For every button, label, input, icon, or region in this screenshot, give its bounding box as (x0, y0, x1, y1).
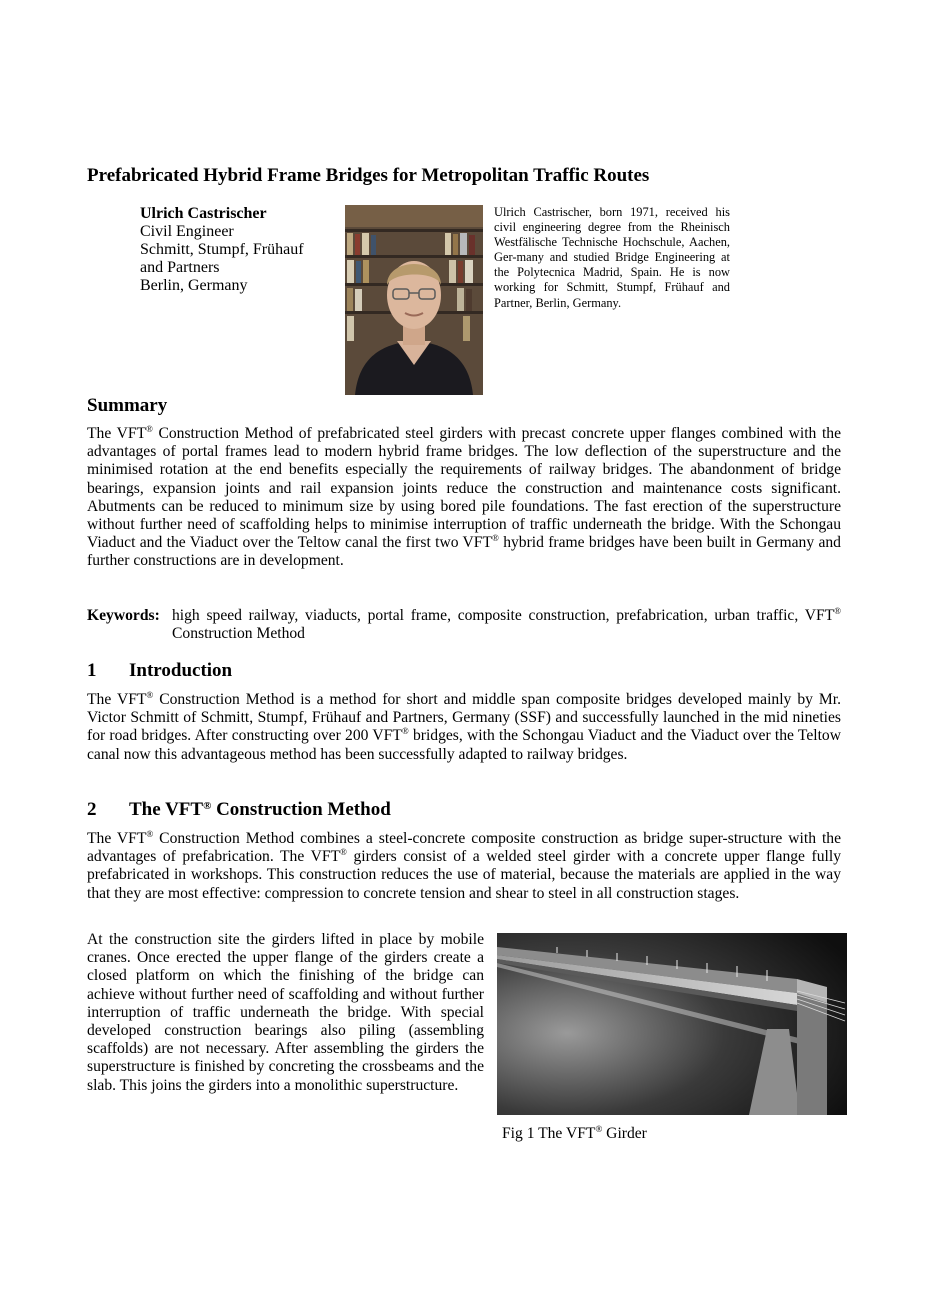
author-bio: Ulrich Castrischer, born 1971, received his civil engineering degree from the Rheinisch Westfälische Technische Hochschule, Aachen, Ger-many and studied Bridge Engineering at the Polytecnica Madrid, Spain. He is now working for Schmitt, Stumpf, Frühauf and Partner, Berlin, Germany. (494, 205, 730, 310)
introduction-paragraph: The VFT® Construction Method is a method for short and middle span composite bridges developed mainly by Mr. Victor Schmitt of Schmitt, Stumpf, Frühauf and Partners, Germany (SSF) and successfully launched in the mid nineties for road bridges. After constructing over 200 VFT® bridges, with the Schongau Viaduct and the Viaduct over the Teltow canal now this advantageous method has been successfully adapted to railway bridges. (87, 690, 841, 763)
author-photo (345, 205, 483, 395)
method-paragraph-2: At the construction site the girders lifted in place by mobile cranes. Once erected the upper flange of the girders create a closed platform on which the finishing of the bridge can achieve without further need of scaffolding and without further interruption of traffic underneath the bridge. With special developed construction bearings also piling (assembling scaffolds) are not necessary. After assembling the girders the superstructure is finished by concreting the crossbeams and the slab. This joins the girders into a monolithic superstructure. (87, 931, 484, 1094)
keywords-label: Keywords: (87, 607, 160, 624)
registered-mark: ® (401, 726, 409, 737)
keywords-text: high speed railway, viaducts, portal frame, composite construction, prefabrication, urban traffic, VFT® Construction Method (172, 606, 841, 643)
section-number: 1 (87, 660, 97, 681)
registered-mark: ® (595, 1124, 603, 1134)
summary-heading: Summary (87, 395, 168, 416)
paper-title: Prefabricated Hybrid Frame Bridges for Metropolitan Traffic Routes (87, 165, 650, 186)
author-role: Civil Engineer (140, 223, 234, 240)
author-company: Schmitt, Stumpf, Frühauf (140, 241, 304, 258)
author-location: Berlin, Germany (140, 277, 248, 294)
section-2-heading: 2 The VFT® Construction Method (87, 799, 391, 820)
summary-paragraph: The VFT® Construction Method of prefabricated steel girders with precast concrete upper flanges combined with the advantages of portal frames lead to modern hybrid frame bridges. The low deflection of the superstructure and the minimised rotation at the end benefits especially the requirements of railway bridges. The abandonment of bridge bearings, expansion joints and rail expansion joints reduce the construction and maintenance costs significant. Abutments can be reduced to minimum size by using bored pile foundations. The fast erection of the superstructure without further need of scaffolding helps to minimise interruption of traffic underneath the bridge. With the Schongau Viaduct and the Viaduct over the Teltow canal the first two VFT® hybrid frame bridges have been built in Germany and further constructions are in development. (87, 424, 841, 570)
registered-mark: ® (146, 690, 154, 700)
registered-mark: ® (834, 606, 841, 616)
author-company-cont: and Partners (140, 259, 220, 276)
registered-mark: ® (146, 424, 153, 434)
section-title: The VFT (129, 799, 204, 820)
author-block (140, 205, 340, 295)
author-name: Ulrich Castrischer (140, 205, 267, 222)
vft-girder-figure (497, 933, 847, 1115)
registered-mark: ® (340, 847, 347, 858)
section-title: Introduction (129, 660, 233, 681)
figure-caption: Fig 1 The VFT® Girder (502, 1124, 647, 1142)
registered-mark: ® (492, 533, 499, 544)
registered-mark: ® (203, 800, 212, 812)
registered-mark: ® (146, 829, 154, 839)
section-1-heading (87, 660, 232, 682)
section-number: 2 (87, 799, 97, 820)
method-paragraph-1: The VFT® Construction Method combines a steel-concrete composite construction as bridge super-structure with the advantages of prefabrication. The VFT® girders consist of a welded steel girder with a concrete upper flange fully prefabricated in workshops. This construction reduces the use of material, because the materials are applied in the way that they are most effective: compression to concrete tension and shear to steel in all construction stages. (87, 829, 841, 902)
